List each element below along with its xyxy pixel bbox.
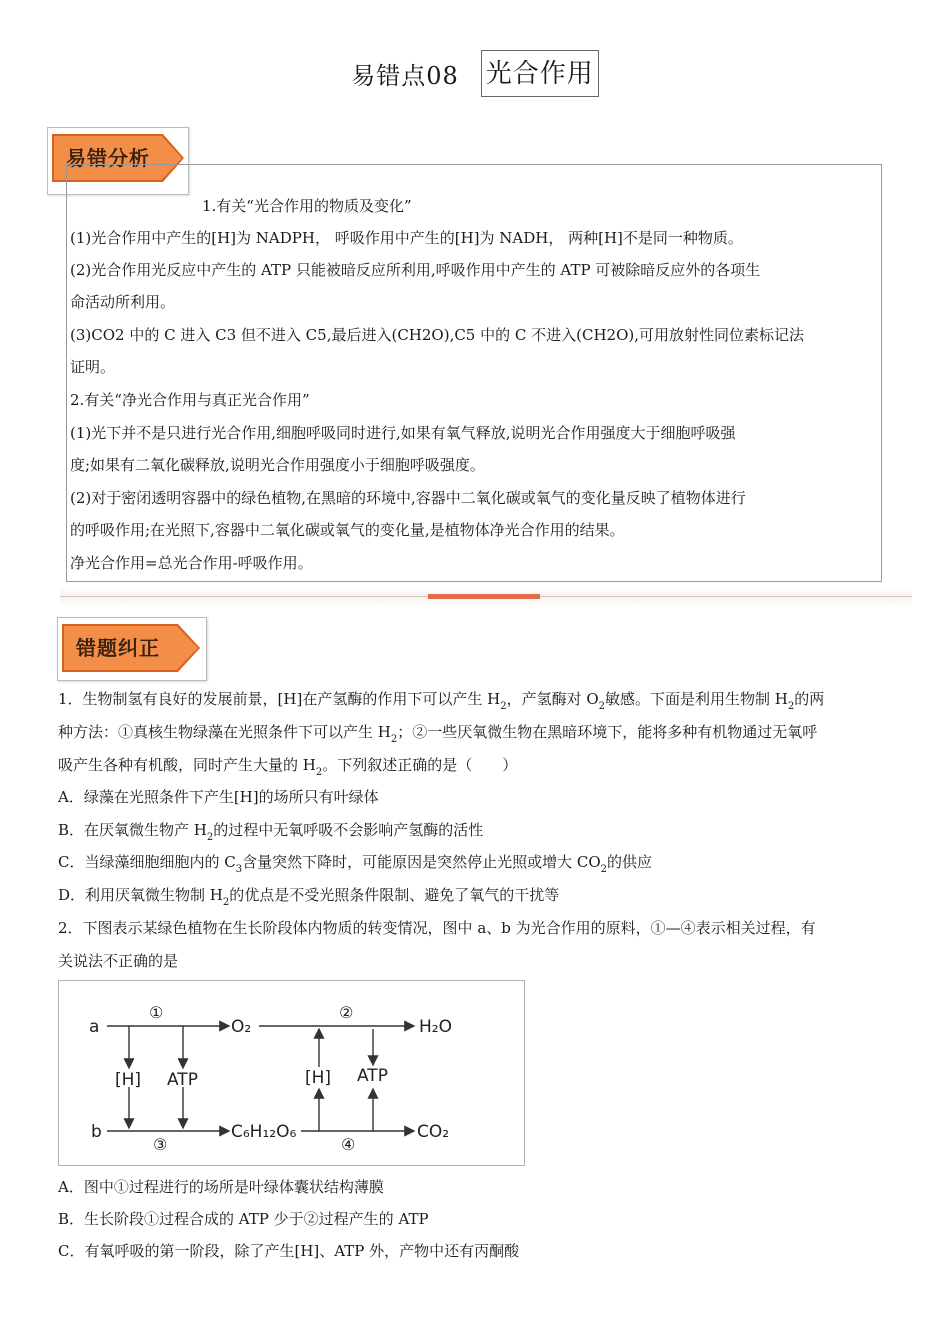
- q2-option-a: A．图中①过程进行的场所是叶绿体囊状结构薄膜: [58, 1178, 384, 1196]
- analysis-line-7: 2.有关“净光合作用与真正光合作用”: [70, 391, 310, 409]
- label-h-right: [H]: [305, 1068, 332, 1088]
- label-o2: O₂: [231, 1017, 252, 1037]
- process-diagram: [58, 980, 525, 1166]
- analysis-line-9: 度;如果有二氧化碳释放,说明光合作用强度小于细胞呼吸强度。: [70, 456, 485, 474]
- label-atp-left: ATP: [167, 1070, 198, 1090]
- q1-stem-line-1: 1．生物制氢有良好的发展前景，[H]在产氢酶的作用下可以产生 $H_2$，产氢酶对 $O_2$敏感。下面是利用生物制 $H_2$的两: [58, 690, 825, 712]
- analysis-line-5: (3)CO2 中的 C 进入 C3 但不进入 C5,最后进入(CH2O),C5 中的 C 不进入(CH2O),可用放射性同位素标记法: [70, 326, 805, 344]
- analysis-line-3: (2)光合作用光反应中产生的 ATP 只能被暗反应所利用,呼吸作用中产生的 ATP 可被除暗反应外的各项生: [70, 261, 761, 279]
- label-a: a: [89, 1017, 100, 1037]
- label-glucose: C₆H₁₂O₆: [231, 1122, 297, 1142]
- label-step4: ④: [341, 1135, 356, 1154]
- q1-option-c: C．当绿藻细胞细胞内的 $C_3$含量突然下降时，可能原因是突然停止光照或增大 $CO_2$的供应: [58, 853, 653, 875]
- title-prefix: 易错点08: [351, 62, 459, 90]
- analysis-line-6: 证明。: [70, 358, 116, 376]
- label-h2o: H₂O: [419, 1017, 452, 1037]
- analysis-line-12: 净光合作用=总光合作用-呼吸作用。: [70, 554, 313, 572]
- analysis-line-1: 1.有关“光合作用的物质及变化”: [202, 197, 412, 215]
- analysis-line-2: (1)光合作用中产生的[H]为 NADPH， 呼吸作用中产生的[H]为 NADH， 两种[H]不是同一种物质。: [70, 229, 743, 247]
- process-diagram-svg: [59, 981, 524, 1165]
- analysis-line-11: 的呼吸作用;在光照下,容器中二氧化碳或氧气的变化量,是植物体净光合作用的结果。: [70, 521, 625, 539]
- q2-option-c: C．有氧呼吸的第一阶段，除了产生[H]、ATP 外，产物中还有丙酮酸: [58, 1242, 520, 1260]
- page-title: [0, 50, 950, 97]
- analysis-line-8: (1)光下并不是只进行光合作用,细胞呼吸同时进行,如果有氧气释放,说明光合作用强度大于细胞呼吸强: [70, 424, 736, 442]
- title-topic: 光合作用: [481, 50, 599, 97]
- analysis-line-4: 命活动所利用。: [70, 293, 176, 311]
- correction-tag-label: 错题纠正: [76, 636, 160, 660]
- label-step2: ②: [339, 1003, 354, 1022]
- q2-option-b: B．生长阶段①过程合成的 ATP 少于②过程产生的 ATP: [58, 1210, 429, 1228]
- label-h-left: [H]: [115, 1070, 142, 1090]
- q1-option-a: A．绿藻在光照条件下产生[H]的场所只有叶绿体: [58, 788, 379, 806]
- q1-option-d: D．利用厌氧微生物制 $H_2$的优点是不受光照条件限制、避免了氧气的干扰等: [58, 886, 560, 908]
- analysis-tag-label: 易错分析: [66, 146, 150, 170]
- label-step3: ③: [153, 1135, 168, 1154]
- q1-stem-line-3: 吸产生各种有机酸，同时产生大量的 $H_2$。下列叙述正确的是（ ）: [58, 756, 518, 778]
- label-b: b: [91, 1122, 102, 1142]
- label-atp-right: ATP: [357, 1066, 388, 1086]
- analysis-line-10: (2)对于密闭透明容器中的绿色植物,在黑暗的环境中,容器中二氧化碳或氧气的变化量反映了植物体进行: [70, 489, 746, 507]
- label-step1: ①: [149, 1003, 164, 1022]
- correction-section-tag: [57, 617, 207, 681]
- q1-stem-line-2: 种方法：①真核生物绿藻在光照条件下可以产生 $H_2$；②一些厌氧微生物在黑暗环境下，能将多种有机物通过无氧呼: [58, 723, 818, 745]
- q1-option-b: B．在厌氧微生物产 $H_2$的过程中无氧呼吸不会影响产氢酶的活性: [58, 821, 484, 843]
- label-co2: CO₂: [417, 1122, 450, 1142]
- q2-stem-line-1: 2．下图表示某绿色植物在生长阶段体内物质的转变情况，图中 a、b 为光合作用的原料，①—④表示相关过程，有: [58, 919, 816, 937]
- q2-stem-line-2: 关说法不正确的是: [58, 952, 179, 970]
- section-divider-accent: [428, 594, 540, 599]
